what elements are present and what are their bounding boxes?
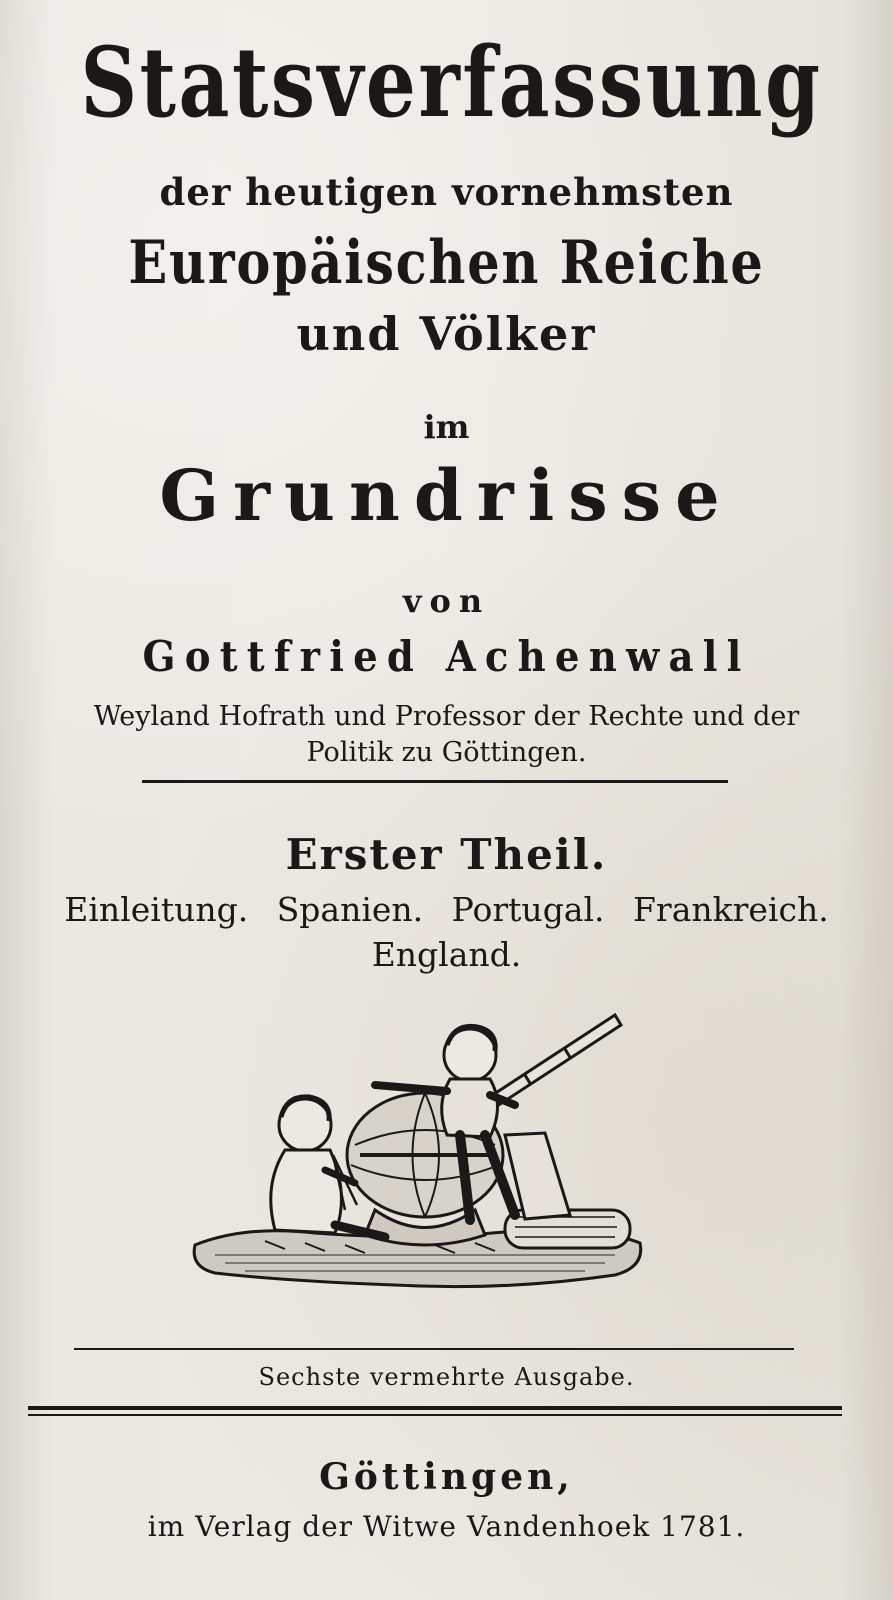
main-title: Statsverfassung (80, 26, 823, 139)
putti-with-globe-and-telescope-icon (185, 1005, 655, 1295)
author-description-2: Politik zu Göttingen. (306, 737, 587, 768)
subtitle-line-4: im (423, 408, 470, 446)
imprint-publisher: im Verlag der Witwe Vandenhoek 1781. (147, 1510, 746, 1543)
volume-contents-2: England. (371, 935, 522, 974)
subtitle-line-2: Europäischen Reiche (128, 228, 765, 298)
imprint-double-rule-thick (28, 1406, 842, 1410)
edition-top-rule (74, 1348, 794, 1350)
subtitle-line-1: der heutigen vornehmsten (159, 170, 734, 214)
subtitle-line-3: und Völker (296, 307, 597, 361)
author-name: Gottfried Achenwall (142, 632, 751, 681)
imprint-double-rule-thin (28, 1414, 842, 1416)
imprint-place: Göttingen, (319, 1456, 574, 1498)
divider-rule (142, 780, 728, 783)
author-preposition: von (402, 582, 491, 620)
volume-contents-1: Einleitung. Spanien. Portugal. Frankreich. (64, 890, 829, 929)
subtitle-line-5: Grundrisse (159, 454, 734, 537)
author-description-1: Weyland Hofrath und Professor der Rechte und der (93, 701, 800, 732)
volume-part: Erster Theil. (285, 830, 608, 879)
edition-statement: Sechste vermehrte Ausgabe. (258, 1363, 635, 1391)
